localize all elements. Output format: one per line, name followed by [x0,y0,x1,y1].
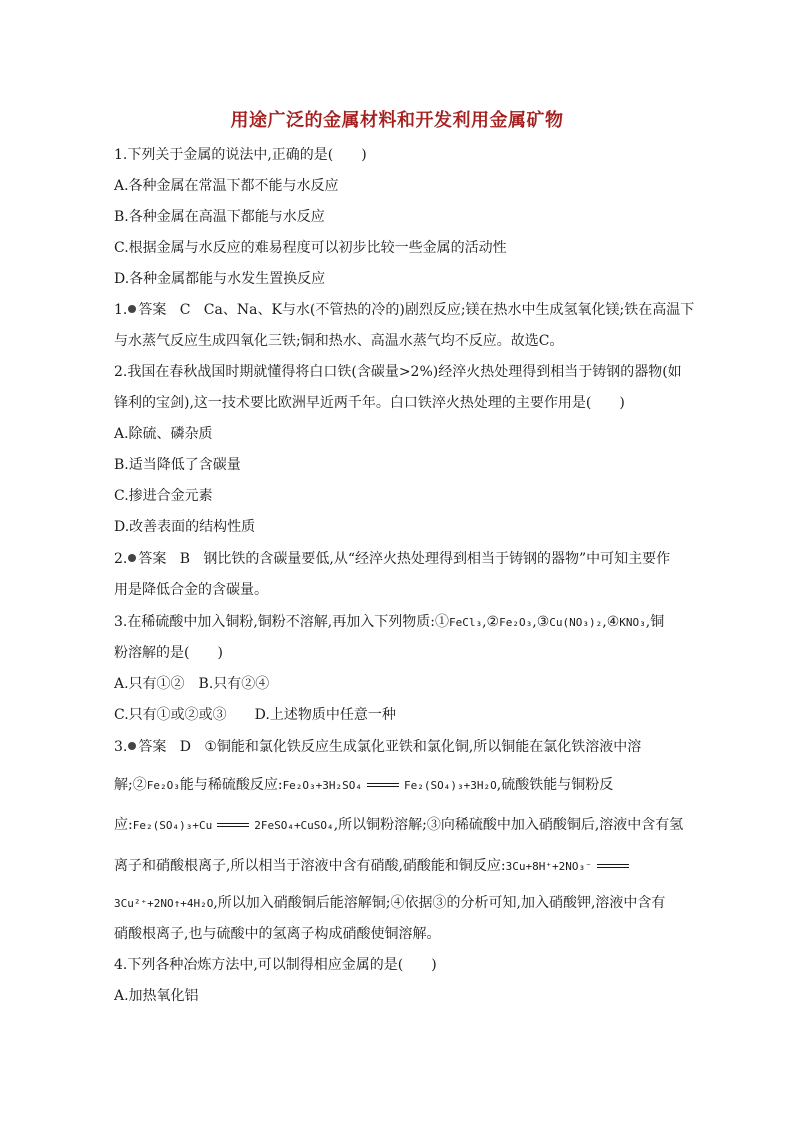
question-3-options-cd: C.只有①或②或③ D.上述物质中任意一种 [114,707,396,723]
answer-explanation: 钢比铁的含碳量要低,从“经淬火热处理得到相当于铸钢的器物”中可知主要作 [203,551,671,567]
equation-right: Fe₂(SO₄)₃+3H₂O [404,779,497,792]
equals-arrow-icon [597,864,629,868]
answer-explanation: ①铜能和氯化铁反应生成氯化亚铁和氯化铜,所以铜能在氯化铁溶液中溶 [204,739,642,755]
formula-fe2o3: Fe₂O₃ [499,616,533,629]
question-3-stem: 3.在稀硫酸中加入铜粉,铜粉不溶解,再加入下列物质:①FeCl₃,②Fe₂O₃,③Cu(NO₃)₂,④KNO₃,铜 [114,614,665,630]
answer-number: 1. [114,302,128,318]
answer-label: 答案 [138,302,167,318]
question-2-answer-cont: 用是降低合金的含碳量。 [114,582,268,598]
equals-arrow-icon [367,783,399,787]
question-1-option-a: A.各种金属在常温下都不能与水反应 [114,178,339,194]
formula-cu-no3-2: Cu(NO₃)₂ [549,616,603,629]
question-3-answer-line-6: 硝酸根离子,也与硫酸中的氢离子构成硝酸使铜溶解。 [114,926,441,942]
question-3-answer-line-5: 3Cu²⁺+2NO↑+4H₂O,所以加入硝酸铜后能溶解铜;④依据③的分析可知,加入硝酸钾,溶液中含有 [114,895,666,911]
question-3-answer-line-2: 解;②Fe₂O₃能与稀硫酸反应:Fe₂O₃+3H₂SO₄ Fe₂(SO₄)₃+3H₂O,硫酸铁能与铜粉反 [114,777,614,793]
question-1-option-b: B.各种金属在高温下都能与水反应 [114,209,325,225]
answer-bullet-icon [128,305,136,313]
answer-number: 2. [114,551,128,567]
page-title: 用途广泛的金属材料和开发利用金属矿物 [230,110,564,131]
question-2-stem-cont: 锋利的宝剑),这一技术要比欧洲早近两千年。白口铁淬火热处理的主要作用是( ) [114,395,625,411]
question-1-answer-cont: 与水蒸气反应生成四氧化三铁;铜和热水、高温水蒸气均不反应。故选C。 [114,333,564,349]
answer-letter: C [179,302,191,318]
question-1-option-c: C.根据金属与水反应的难易程度可以初步比较一些金属的活动性 [114,240,507,256]
answer-bullet-icon [128,554,136,562]
question-4-stem: 4.下列各种冶炼方法中,可以制得相应金属的是( ) [114,957,437,973]
answer-explanation: Ca、Na、K与水(不管热的冷的)剧烈反应;镁在热水中生成氢氧化镁;铁在高温下 [203,302,695,318]
question-4-option-a: A.加热氧化铝 [114,988,199,1004]
equation-left: Fe₂O₃+3H₂SO₄ [282,779,363,792]
question-1-option-d: D.各种金属都能与水发生置换反应 [114,271,326,287]
question-2-stem: 2.我国在春秋战国时期就懂得将白口铁(含碳量>2%)经淬火热处理得到相当于铸钢的器物(如 [114,364,682,380]
answer-label: 答案 [138,739,167,755]
question-2-option-b: B.适当降低了含碳量 [114,457,241,473]
question-2-answer [114,550,684,568]
question-3-answer-line-3: 应:Fe₂(SO₄)₃+Cu 2FeSO₄+CuSO₄,所以铜粉溶解;③向稀硫酸中加入硝酸铜后,溶液中含有氢 [114,817,684,833]
question-1-answer [114,301,695,319]
question-3-stem-cont: 粉溶解的是( ) [114,645,223,661]
answer-label: 答案 [138,551,167,567]
question-2-option-c: C.掺进合金元素 [114,488,213,504]
question-3-answer-line-4: 离子和硝酸根离子,所以相当于溶液中含有硝酸,硝酸能和铜反应:3Cu+8H⁺+2NO₃⁻ [114,857,684,876]
answer-number: 3. [114,739,128,755]
answer-bullet-icon [128,742,136,750]
equation-right: 3Cu²⁺+2NO↑+4H₂O [114,897,214,910]
formula-kno3: KNO₃ [619,616,646,629]
equals-arrow-icon [217,823,249,827]
question-2-option-d: D.改善表面的结构性质 [114,519,256,535]
question-2-option-a: A.除硫、磷杂质 [114,426,213,442]
equation-right: 2FeSO₄+CuSO₄ [254,819,334,832]
equation-left: Fe₂(SO₄)₃+Cu [132,819,213,832]
question-3-options-ab: A.只有①② B.只有②④ [114,676,270,692]
answer-letter: D [179,739,191,755]
question-1-stem: 1.下列关于金属的说法中,正确的是( ) [114,147,367,163]
question-3-answer [114,738,684,756]
equation-left: 3Cu+8H⁺+2NO₃⁻ [505,860,592,873]
formula-fecl3: FeCl₃ [448,616,483,629]
answer-letter: B [179,551,191,567]
